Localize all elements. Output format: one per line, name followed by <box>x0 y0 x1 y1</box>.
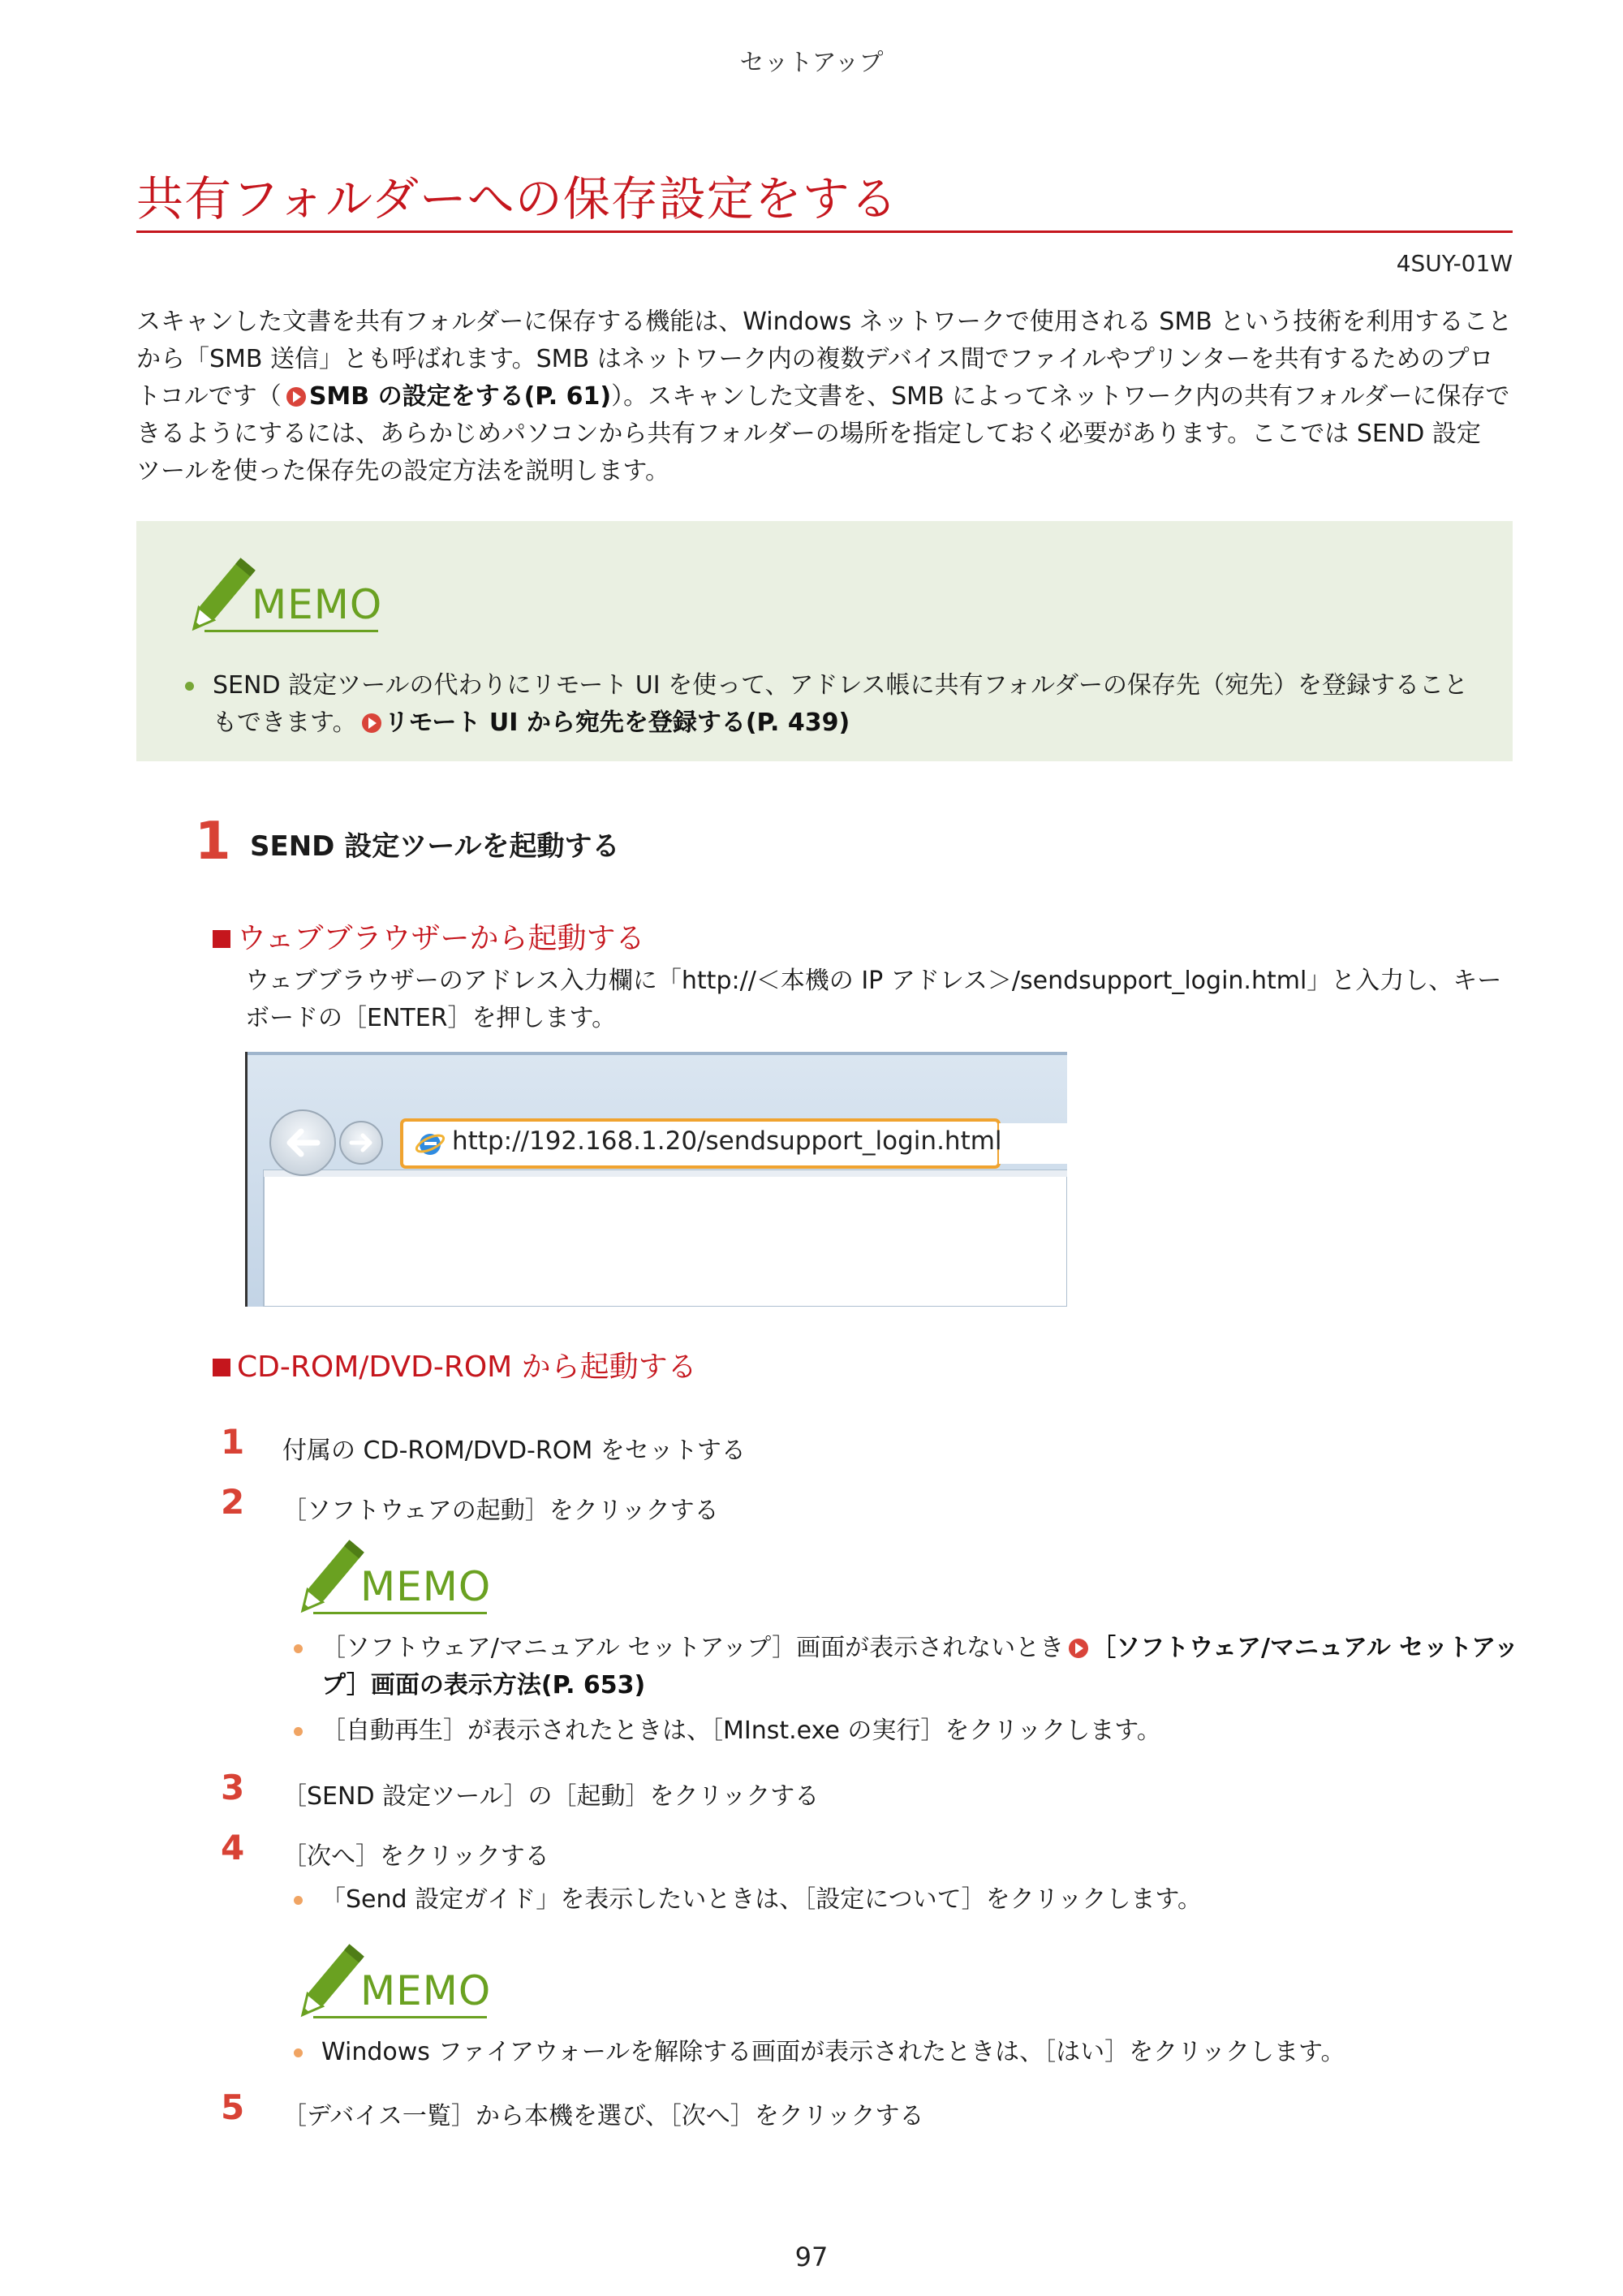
memo-label: MEMO <box>252 581 383 628</box>
memo-bullet-line: ［自動再生］が表示されたときは、［MInst.exe の実行］をクリックします。 <box>321 1717 1161 1745</box>
bullet-dot <box>294 2048 303 2057</box>
memo-label: MEMO <box>360 1967 492 2014</box>
page-number: 97 <box>794 2242 829 2272</box>
intro-line: きるようにするには、あらかじめパソコンから共有フォルダーの場所を指定しておく必要があります。ここでは SEND 設定 <box>136 420 1481 448</box>
link-arrow-icon <box>1069 1639 1088 1658</box>
substep-text: ［次へ］をクリックする <box>282 1842 549 1871</box>
memo-text: ［ソフトウェア/マニュアル セットアップ］画面が表示されないとき <box>321 1634 1065 1662</box>
software-setup-link[interactable]: ［ソフトウェア/マニュアル セットアッ <box>1091 1634 1519 1662</box>
substep-number: 3 <box>221 1768 245 1807</box>
square-bullet-icon <box>213 930 230 948</box>
description-line: ウェブブラウザーのアドレス入力欄に「http://＜本機の IP アドレス＞/sendsupport_login.html」と入力し、キー <box>245 967 1502 995</box>
subsection-heading <box>213 915 645 957</box>
page-title: 共有フォルダーへの保存設定をする <box>136 171 898 226</box>
substep-number: 1 <box>221 1422 245 1462</box>
link-arrow-icon <box>362 713 381 733</box>
substep-text: ［ソフトウェアの起動］をクリックする <box>282 1497 719 1525</box>
intro-text: トコルです（ <box>136 382 282 411</box>
running-header: セットアップ <box>739 49 884 77</box>
browser-illustration <box>248 1052 1067 1307</box>
step-heading: SEND 設定ツールを起動する <box>250 830 620 863</box>
memo-text: もできます。 <box>213 709 357 737</box>
subsection-heading <box>213 1344 697 1385</box>
memo-underline <box>313 1612 487 1614</box>
description-line: ボードの［ENTER］を押します。 <box>245 1004 617 1032</box>
intro-text: ）。スキャンした文書を、SMB によってネットワーク内の共有フォルダーに保存で <box>611 382 1510 411</box>
step-note-text: 「Send 設定ガイド」を表示したいときは、［設定について］をクリックします。 <box>321 1885 1202 1914</box>
bullet-dot <box>294 1727 303 1736</box>
subsection-title: ウェブブラウザーから起動する <box>237 922 645 955</box>
memo-underline <box>204 630 378 632</box>
intro-line: スキャンした文書を共有フォルダーに保存する機能は、Windows ネットワークで使用される SMB という技術を利用すること <box>136 308 1513 336</box>
substep-text: 付属の CD-ROM/DVD-ROM をセットする <box>282 1437 746 1465</box>
memo-bullet-line: SEND 設定ツールの代わりにリモート UI を使って、アドレス帳に共有フォルダーの保存先（宛先）を登録すること <box>213 671 1468 700</box>
software-setup-link-continued[interactable]: プ］画面の表示方法(P. 653) <box>321 1671 646 1699</box>
title-underline <box>136 230 1513 233</box>
substep-text: ［SEND 設定ツール］の［起動］をクリックする <box>282 1782 820 1811</box>
memo-bullet-line <box>321 1630 1518 1667</box>
intro-line: ツールを使った保存先の設定方法を説明します。 <box>136 457 669 485</box>
subsection-title: CD-ROM/DVD-ROM から起動する <box>237 1350 697 1384</box>
square-bullet-icon <box>213 1359 230 1376</box>
substep-number: 5 <box>221 2087 245 2127</box>
memo-box <box>136 521 1513 761</box>
substep-text: ［デバイス一覧］から本機を選び、［次へ］をクリックする <box>282 2102 924 2130</box>
memo-badge <box>281 1527 492 1625</box>
subsection-description <box>245 963 1511 1037</box>
smb-settings-link[interactable]: SMB の設定をする(P. 61) <box>308 382 612 411</box>
memo-underline <box>313 2016 487 2018</box>
bullet-dot <box>185 682 194 691</box>
memo-bullet-line <box>213 704 850 742</box>
browser-url[interactable]: http://192.168.1.20/sendsupport_login.html <box>452 1126 1002 1156</box>
memo-label: MEMO <box>360 1563 492 1610</box>
browser-screenshot <box>245 1052 1067 1307</box>
internet-explorer-icon <box>415 1128 446 1159</box>
memo-bullet-line: Windows ファイアウォールを解除する画面が表示されたときは、［はい］をクリックします。 <box>321 2038 1345 2066</box>
substep-number: 4 <box>221 1828 245 1867</box>
bullet-dot <box>294 1644 303 1653</box>
intro-line: から「SMB 送信」とも呼ばれます。SMB はネットワーク内の複数デバイス間でファイルやプリンターを共有するためのプロ <box>136 345 1494 373</box>
memo-badge <box>281 1932 492 2029</box>
document-id: 4SUY-01W <box>1396 250 1513 277</box>
bullet-dot <box>294 1896 303 1905</box>
step-number: 1 <box>195 812 231 872</box>
substep-number: 2 <box>221 1482 245 1522</box>
intro-paragraph <box>136 304 1516 490</box>
intro-line <box>136 378 1516 416</box>
remote-ui-link[interactable]: リモート UI から宛先を登録する(P. 439) <box>384 709 850 737</box>
link-arrow-icon <box>286 387 306 407</box>
memo-badge <box>172 545 383 643</box>
